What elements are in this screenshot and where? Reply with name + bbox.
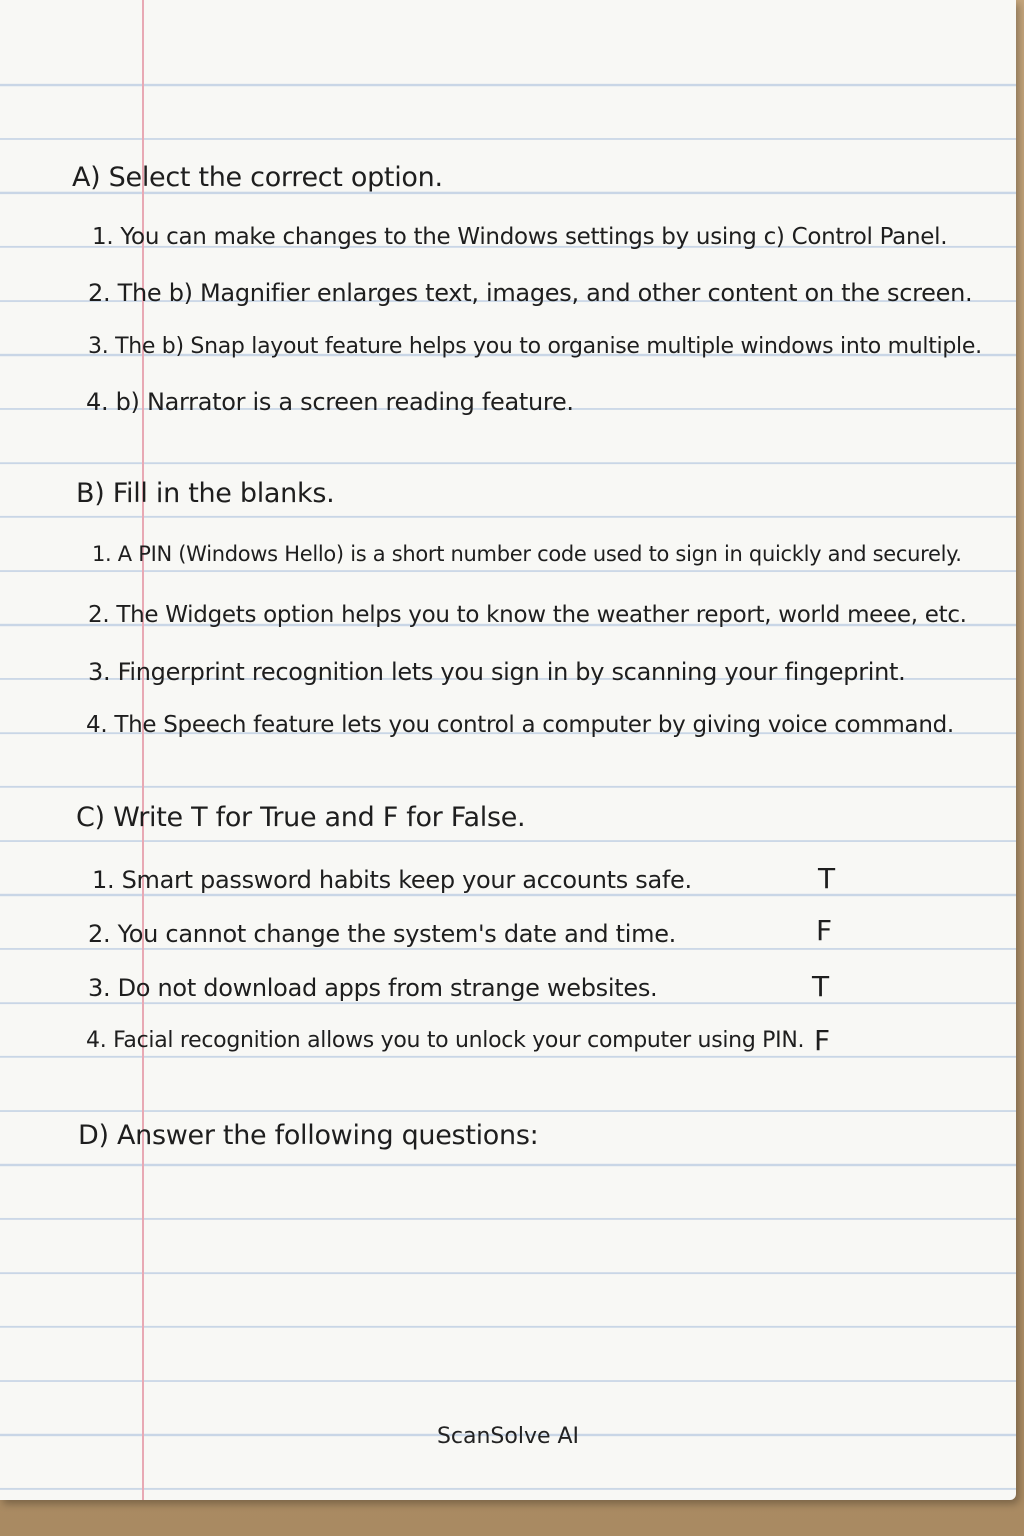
section-a-heading: A) Select the correct option. — [72, 162, 443, 193]
section-c-heading: C) Write T for True and F for False. — [76, 802, 526, 833]
section-b-heading: B) Fill in the blanks. — [76, 478, 335, 509]
section-c-item-1: 1. Smart password habits keep your accounts safe. — [92, 866, 692, 894]
section-a-item-1: 1. You can make changes to the Windows settings by using c) Control Panel. — [92, 224, 948, 250]
section-c-item-3: 3. Do not download apps from strange websites. — [88, 974, 658, 1002]
section-d-heading: D) Answer the following questions: — [78, 1120, 539, 1151]
section-b-item-4: 4. The Speech feature lets you control a computer by giving voice command. — [86, 712, 954, 738]
section-a-item-2: 2. The b) Magnifier enlarges text, images, and other content on the screen. — [88, 279, 973, 307]
section-c-answer-3: T — [812, 970, 829, 1003]
section-c-answer-1: T — [818, 862, 835, 895]
section-c-answer-4: F — [814, 1024, 830, 1057]
section-c-answer-2: F — [816, 914, 832, 947]
section-b-item-1: 1. A PIN (Windows Hello) is a short number code used to sign in quickly and securely. — [92, 542, 962, 566]
section-c-item-4: 4. Facial recognition allows you to unlock your computer using PIN. — [86, 1028, 805, 1053]
section-b-item-3: 3. Fingerprint recognition lets you sign in by scanning your fingeprint. — [88, 658, 906, 686]
section-a-item-3: 3. The b) Snap layout feature helps you to organise multiple windows into multiple. — [88, 334, 982, 359]
section-c-item-2: 2. You cannot change the system's date and time. — [88, 920, 677, 948]
scansolve-watermark: ScanSolve AI — [436, 1424, 580, 1449]
section-b-item-2: 2. The Widgets option helps you to know the weather report, world meee, etc. — [88, 602, 967, 628]
section-a-item-4: 4. b) Narrator is a screen reading feature. — [86, 388, 574, 416]
